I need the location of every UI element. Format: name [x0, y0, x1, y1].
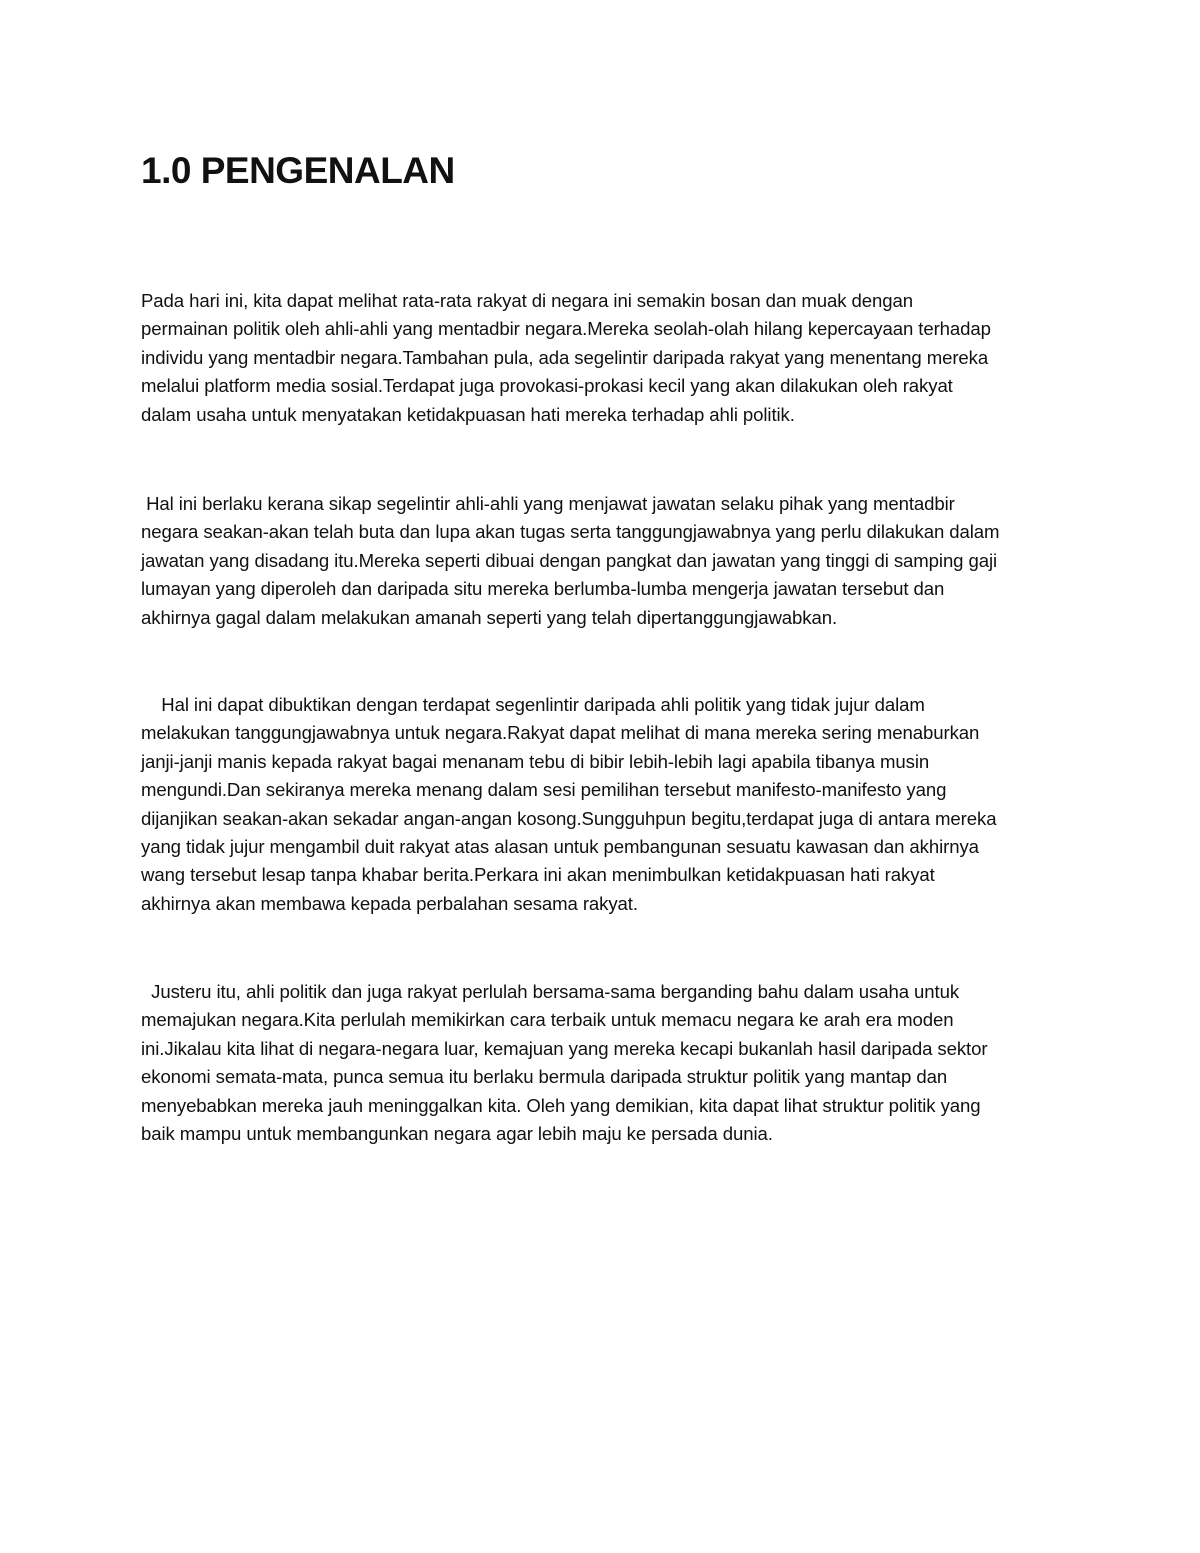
paragraph-line: Hal ini dapat dibuktikan dengan terdapat segenlintir daripada ahli politik yang tidak jujur dalam [141, 694, 925, 715]
paragraph-line: janji-janji manis kepada rakyat bagai menanam tebu di bibir lebih-lebih lagi apabila tibanya musin [141, 750, 930, 772]
paragraph-line: ini.Jikalau kita lihat di negara-negara luar, kemajuan yang mereka kecapi bukanlah hasil daripada sektor [141, 1037, 988, 1059]
paragraph-line: wang tersebut lesap tanpa khabar berita.Perkara ini akan menimbulkan ketidakpuasan hati rakyat [141, 864, 935, 886]
paragraph-2 [141, 490, 1071, 632]
paragraph-line: permainan politik oleh ahli-ahli yang mentadbir negara.Mereka seolah-olah hilang kepercayaan terhadap [141, 318, 991, 340]
page-title: 1.0 PENGENALAN [141, 150, 455, 191]
paragraph-line: dalam usaha untuk menyatakan ketidakpuasan hati mereka terhadap ahli politik. [141, 403, 795, 425]
paragraph-4 [141, 978, 1071, 1148]
paragraph-1 [141, 287, 1071, 429]
paragraph-line: jawatan yang disadang itu.Mereka seperti dibuai dengan pangkat dan jawatan yang tinggi di samping gaji [141, 549, 998, 571]
paragraph-line: mengundi.Dan sekiranya mereka menang dalam sesi pemilihan tersebut manifesto-manifesto yang [141, 779, 947, 801]
paragraph-line: menyebabkan mereka jauh meninggalkan kita. Oleh yang demikian, kita dapat lihat struktur politik yang [141, 1094, 981, 1116]
paragraph-line: dijanjikan seakan-akan sekadar angan-angan kosong.Sungguhpun begitu,terdapat juga di antara mereka [141, 807, 997, 829]
paragraph-line: Justeru itu, ahli politik dan juga rakyat perlulah bersama-sama berganding bahu dalam usaha untuk [141, 981, 960, 1002]
paragraph-line: negara seakan-akan telah buta dan lupa akan tugas serta tanggungjawabnya yang perlu dilakukan dalam [141, 521, 1000, 543]
paragraph-line: akhirnya gagal dalam melakukan amanah seperti yang telah dipertanggungjawabkan. [141, 606, 838, 628]
paragraph-line: lumayan yang diperoleh dan daripada situ mereka berlumba-lumba mengerja jawatan tersebut dan [141, 578, 945, 600]
paragraph-line: melalui platform media sosial.Terdapat juga provokasi-prokasi kecil yang akan dilakukan oleh rakyat [141, 375, 953, 397]
paragraph-line: Hal ini berlaku kerana sikap segelintir ahli-ahli yang menjawat jawatan selaku pihak yang mentadbir [141, 493, 955, 514]
paragraph-3 [141, 691, 1071, 918]
paragraph-line: ekonomi semata-mata, punca semua itu berlaku bermula daripada struktur politik yang mantap dan [141, 1066, 948, 1088]
paragraph-line: baik mampu untuk membangunkan negara agar lebih maju ke persada dunia. [141, 1123, 773, 1145]
paragraph-line: melakukan tanggungjawabnya untuk negara.Rakyat dapat melihat di mana mereka sering menaburkan [141, 722, 980, 744]
paragraph-line: yang tidak jujur mengambil duit rakyat atas alasan untuk pembangunan sesuatu kawasan dan akhirnya [141, 836, 979, 858]
paragraph-line: akhirnya akan membawa kepada perbalahan sesama rakyat. [141, 892, 638, 914]
paragraph-line: individu yang mentadbir negara.Tambahan pula, ada segelintir daripada rakyat yang menentang mereka [141, 346, 989, 368]
paragraph-line: memajukan negara.Kita perlulah memikirkan cara terbaik untuk memacu negara ke arah era moden [141, 1009, 954, 1031]
paragraph-line: Pada hari ini, kita dapat melihat rata-rata rakyat di negara ini semakin bosan dan muak dengan [141, 290, 914, 311]
